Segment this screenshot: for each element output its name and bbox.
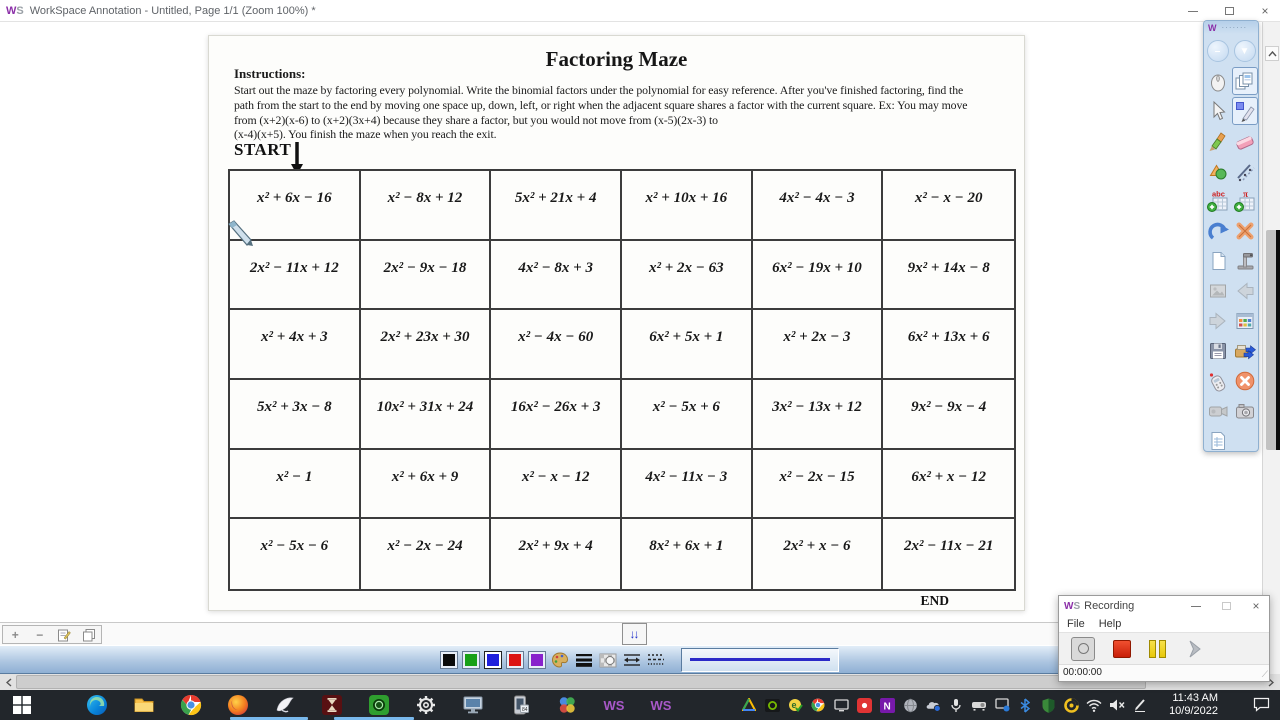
volume-muted-icon[interactable] xyxy=(1109,697,1125,713)
wifi-icon[interactable] xyxy=(1086,697,1102,713)
screen-edge-strip xyxy=(1276,230,1280,450)
record-app-icon[interactable] xyxy=(856,697,872,713)
webcam-app-icon[interactable] xyxy=(367,693,391,717)
maze-cell: x² − x − 20 xyxy=(883,171,1014,241)
clock-date: 10/9/2022 xyxy=(1169,705,1218,717)
maze-cell: 5x² + 21x + 4 xyxy=(491,171,622,241)
stop-button[interactable] xyxy=(1113,640,1131,658)
cast-icon[interactable] xyxy=(833,697,849,713)
annotate-pen-icon[interactable] xyxy=(1232,97,1258,125)
maze-cell: x² + 6x + 9 xyxy=(361,450,492,520)
maze-cell: x² − 5x − 6 xyxy=(230,519,361,589)
zoom-in-button[interactable]: + xyxy=(11,627,19,642)
record-circle-icon xyxy=(1078,643,1089,654)
display-app-icon[interactable] xyxy=(461,693,485,717)
page-grid-icon[interactable] xyxy=(1232,307,1258,335)
recording-menu-bar xyxy=(1059,616,1269,632)
recording-title-bar xyxy=(1059,596,1269,616)
menu-file[interactable]: File xyxy=(1067,618,1085,630)
maze-cell: 2x² + 23x + 30 xyxy=(361,310,492,380)
video-capture-icon xyxy=(1205,397,1231,425)
stroke-preview-panel xyxy=(681,648,839,672)
maze-cell: 4x² − 11x − 3 xyxy=(622,450,753,520)
eraser-icon[interactable] xyxy=(1232,127,1258,155)
chrome-tray-icon[interactable] xyxy=(810,697,826,713)
toolbar-logo: W xyxy=(1208,22,1217,33)
previous-page-icon xyxy=(1232,277,1258,305)
factoring-maze-grid xyxy=(228,169,1016,591)
recording-maximize-button xyxy=(1219,599,1233,613)
maze-cell: x² − 1 xyxy=(230,450,361,520)
gallery-icon xyxy=(1205,277,1231,305)
workspace-floating-toolbar xyxy=(1203,20,1259,452)
screenshare-icon[interactable] xyxy=(994,697,1010,713)
color-swatch-blue-selected[interactable] xyxy=(485,652,501,668)
maze-cell: x² − 2x − 24 xyxy=(361,519,492,589)
colors-app-icon[interactable] xyxy=(555,693,579,717)
maze-cell: x² + 10x + 16 xyxy=(622,171,753,241)
projector-icon[interactable] xyxy=(971,697,987,713)
maze-cell: 6x² + x − 12 xyxy=(883,450,1014,520)
svg-text:84: 84 xyxy=(522,706,528,713)
recording-title: Recording xyxy=(1084,600,1135,612)
text-stamp-icon[interactable] xyxy=(1205,187,1231,215)
bluetooth-icon[interactable] xyxy=(1017,697,1033,713)
hourglass-app-icon[interactable] xyxy=(320,693,344,717)
color-swatch-green[interactable] xyxy=(463,652,479,668)
mouse-mode-icon[interactable] xyxy=(1205,67,1231,95)
page-sorter-icon[interactable] xyxy=(1232,67,1258,95)
recording-timer: 00:00:00 xyxy=(1059,664,1269,681)
export-print-icon[interactable] xyxy=(1232,337,1258,365)
recording-ws-icon[interactable]: WS xyxy=(650,697,672,713)
nvidia-icon[interactable] xyxy=(764,697,780,713)
horizontal-scroll-thumb[interactable] xyxy=(16,675,1146,689)
student-responder-icon[interactable] xyxy=(1205,367,1231,395)
maze-cell: 9x² + 14x − 8 xyxy=(883,241,1014,311)
file-explorer-icon[interactable] xyxy=(132,693,156,717)
end-label: END xyxy=(920,593,949,608)
maze-cell: 6x² + 5x + 1 xyxy=(622,310,753,380)
close-workspace-icon[interactable] xyxy=(1232,367,1258,395)
onenote-icon[interactable] xyxy=(879,697,895,713)
maze-cell: 6x² − 19x + 10 xyxy=(753,241,884,311)
app-title: WorkSpace Annotation - Untitled, Page 1/1 (Zoom 100%) * xyxy=(29,4,316,17)
maze-cell: 9x² − 9x − 4 xyxy=(883,380,1014,450)
maze-cell: 2x² + x − 6 xyxy=(753,519,884,589)
maze-cell: 2x² − 11x + 12 xyxy=(230,241,361,311)
maze-cell: 2x² − 9x − 18 xyxy=(361,241,492,311)
line-tools-icon[interactable] xyxy=(1232,157,1258,185)
edge-icon[interactable] xyxy=(85,693,109,717)
start-icon[interactable] xyxy=(10,693,34,717)
instructions-label: Instructions: xyxy=(234,66,306,81)
svg-text:N: N xyxy=(883,701,891,712)
line-style-icon[interactable] xyxy=(647,651,665,669)
settings-gear-icon[interactable] xyxy=(414,693,438,717)
toolbar-menu-icon[interactable]: ▼ xyxy=(1232,37,1258,65)
page-pen-icon xyxy=(57,628,71,642)
record-button[interactable] xyxy=(1071,637,1095,661)
recording-logo: WS xyxy=(1064,600,1081,612)
scroll-up-button[interactable] xyxy=(1265,46,1279,61)
maze-cell: x² + 4x + 3 xyxy=(230,310,361,380)
next-page-icon xyxy=(1205,307,1231,335)
maze-cell: 16x² − 26x + 3 xyxy=(491,380,622,450)
recording-close-button[interactable]: × xyxy=(1252,599,1260,613)
globe-icon[interactable] xyxy=(902,697,918,713)
account-ring-icon[interactable] xyxy=(1063,697,1079,713)
instructions-text: Start out the maze by factoring every polynomial. Write the binomial factors under the polynomial for easy reference. After you've finished factoring, find the path from the start to the end by moving one space up, down, left, or right when the adjacent square shares a factor with the current square. Ex: You may move from (x+2)(x-6) to (x+2)(3x+4) because they share a factor, but you would not move from (x-5)(2x-3) to (x-4)(x+5). You finish the maze when you reach the exit. xyxy=(234,83,968,142)
maze-cell: x² + 2x − 63 xyxy=(622,241,753,311)
toolbar-drag-handle[interactable] xyxy=(1204,21,1258,34)
maze-cell: 2x² − 11x − 21 xyxy=(903,538,994,555)
workspace-ws-icon[interactable]: WS xyxy=(603,697,625,713)
svg-text:e: e xyxy=(791,699,797,710)
undo-icon[interactable] xyxy=(1205,217,1231,245)
maze-cell: x² − x − 12 xyxy=(491,450,622,520)
firefox-icon[interactable] xyxy=(226,693,250,717)
pen-cursor-icon xyxy=(225,218,255,248)
collapse-properties-button[interactable]: ↓↓ xyxy=(622,623,647,645)
clock-time: 11:43 AM xyxy=(1172,692,1218,704)
antivirus-check-icon[interactable] xyxy=(787,697,803,713)
minimize-button[interactable] xyxy=(1186,4,1200,18)
defender-shield-icon[interactable] xyxy=(1040,697,1056,713)
minimize-toolbar-icon[interactable]: – xyxy=(1205,37,1231,65)
maze-cell: 5x² + 3x − 8 xyxy=(230,380,361,450)
page-zoom-toolbar xyxy=(2,625,102,644)
goto-app-icon[interactable] xyxy=(273,693,297,717)
app-title-bar xyxy=(0,0,1280,22)
worksheet-page-icon[interactable] xyxy=(1205,427,1231,455)
toolbar-grip-dots: ······· xyxy=(1221,23,1248,32)
system-tray xyxy=(741,690,1148,720)
worksheet-title: Factoring Maze xyxy=(545,47,688,71)
recording-minimize-button[interactable] xyxy=(1189,599,1203,613)
save-icon[interactable] xyxy=(1205,337,1231,365)
recording-window xyxy=(1058,595,1270,682)
play-button[interactable] xyxy=(1184,638,1206,660)
multi-page-button[interactable] xyxy=(79,627,99,642)
chevron-up-icon xyxy=(1268,51,1277,57)
maze-cell: 4x² − 8x + 3 xyxy=(491,241,622,311)
worksheet-page[interactable] xyxy=(208,35,1025,611)
shapes-icon[interactable] xyxy=(1205,157,1231,185)
maze-cell: 10x² + 31x + 24 xyxy=(361,380,492,450)
color-swatch-red[interactable] xyxy=(507,652,523,668)
resize-grip-icon[interactable]: ⟋ xyxy=(1261,669,1268,679)
maze-cell: x² − 4x − 60 xyxy=(491,310,622,380)
maze-cell: x² − 8x + 12 xyxy=(361,171,492,241)
start-label: START xyxy=(234,140,292,159)
scroll-left-button[interactable] xyxy=(2,675,16,689)
phone-link-icon[interactable] xyxy=(508,693,532,717)
line-width-icon[interactable] xyxy=(575,651,593,669)
microphone-icon[interactable] xyxy=(948,697,964,713)
maze-cell: 4x² − 4x − 3 xyxy=(753,171,884,241)
maximize-button[interactable] xyxy=(1222,4,1236,18)
onedrive-icon[interactable] xyxy=(925,697,941,713)
color-swatch-purple[interactable] xyxy=(529,652,545,668)
pages-icon xyxy=(82,628,96,642)
chevron-left-icon xyxy=(6,678,12,687)
document-camera-icon[interactable] xyxy=(1232,247,1258,275)
transparency-icon[interactable] xyxy=(599,651,617,669)
taskbar-clock[interactable] xyxy=(1152,692,1218,718)
palette-icon[interactable] xyxy=(551,651,569,669)
color-swatch-black[interactable] xyxy=(441,652,457,668)
highlighter-pen-icon[interactable] xyxy=(1205,127,1231,155)
menu-help[interactable]: Help xyxy=(1098,618,1122,630)
pen-input-icon[interactable] xyxy=(1132,697,1148,713)
clear-annotations-icon[interactable] xyxy=(1232,217,1258,245)
action-center-icon[interactable] xyxy=(1253,697,1270,717)
windows-taskbar xyxy=(0,690,1280,720)
pause-button[interactable] xyxy=(1149,640,1166,658)
app-logo: WS xyxy=(6,4,24,17)
maze-cell: 6x² + 13x + 6 xyxy=(883,310,1014,380)
svg-text:π: π xyxy=(1242,189,1248,199)
maze-cell: 3x² − 13x + 12 xyxy=(753,380,884,450)
maze-cell: x² − 2x − 15 xyxy=(753,450,884,520)
maze-cell: x² + 6x − 16 xyxy=(230,171,361,241)
chrome-icon[interactable] xyxy=(179,693,203,717)
screen-capture-icon[interactable] xyxy=(1232,397,1258,425)
maze-cell: 2x² + 9x + 4 xyxy=(491,519,622,589)
annotation-canvas[interactable] xyxy=(0,22,1280,622)
recording-controls xyxy=(1059,632,1269,664)
selector-arrow-icon[interactable] xyxy=(1205,97,1231,125)
maze-cell: x² − 5x + 6 xyxy=(622,380,753,450)
blank-page-icon[interactable] xyxy=(1205,247,1231,275)
zoom-out-button[interactable]: − xyxy=(36,627,44,642)
svg-text:abc: abc xyxy=(1211,189,1225,199)
stroke-preview-line xyxy=(690,658,830,661)
math-stamp-icon[interactable] xyxy=(1232,187,1258,215)
line-ends-icon[interactable] xyxy=(623,651,641,669)
maze-cell: x² + 2x − 3 xyxy=(753,310,884,380)
maze-cell: 8x² + 6x + 1 xyxy=(622,519,753,589)
annotate-page-button[interactable] xyxy=(54,627,74,642)
close-button[interactable]: × xyxy=(1261,4,1269,18)
drive-icon[interactable] xyxy=(741,697,757,713)
